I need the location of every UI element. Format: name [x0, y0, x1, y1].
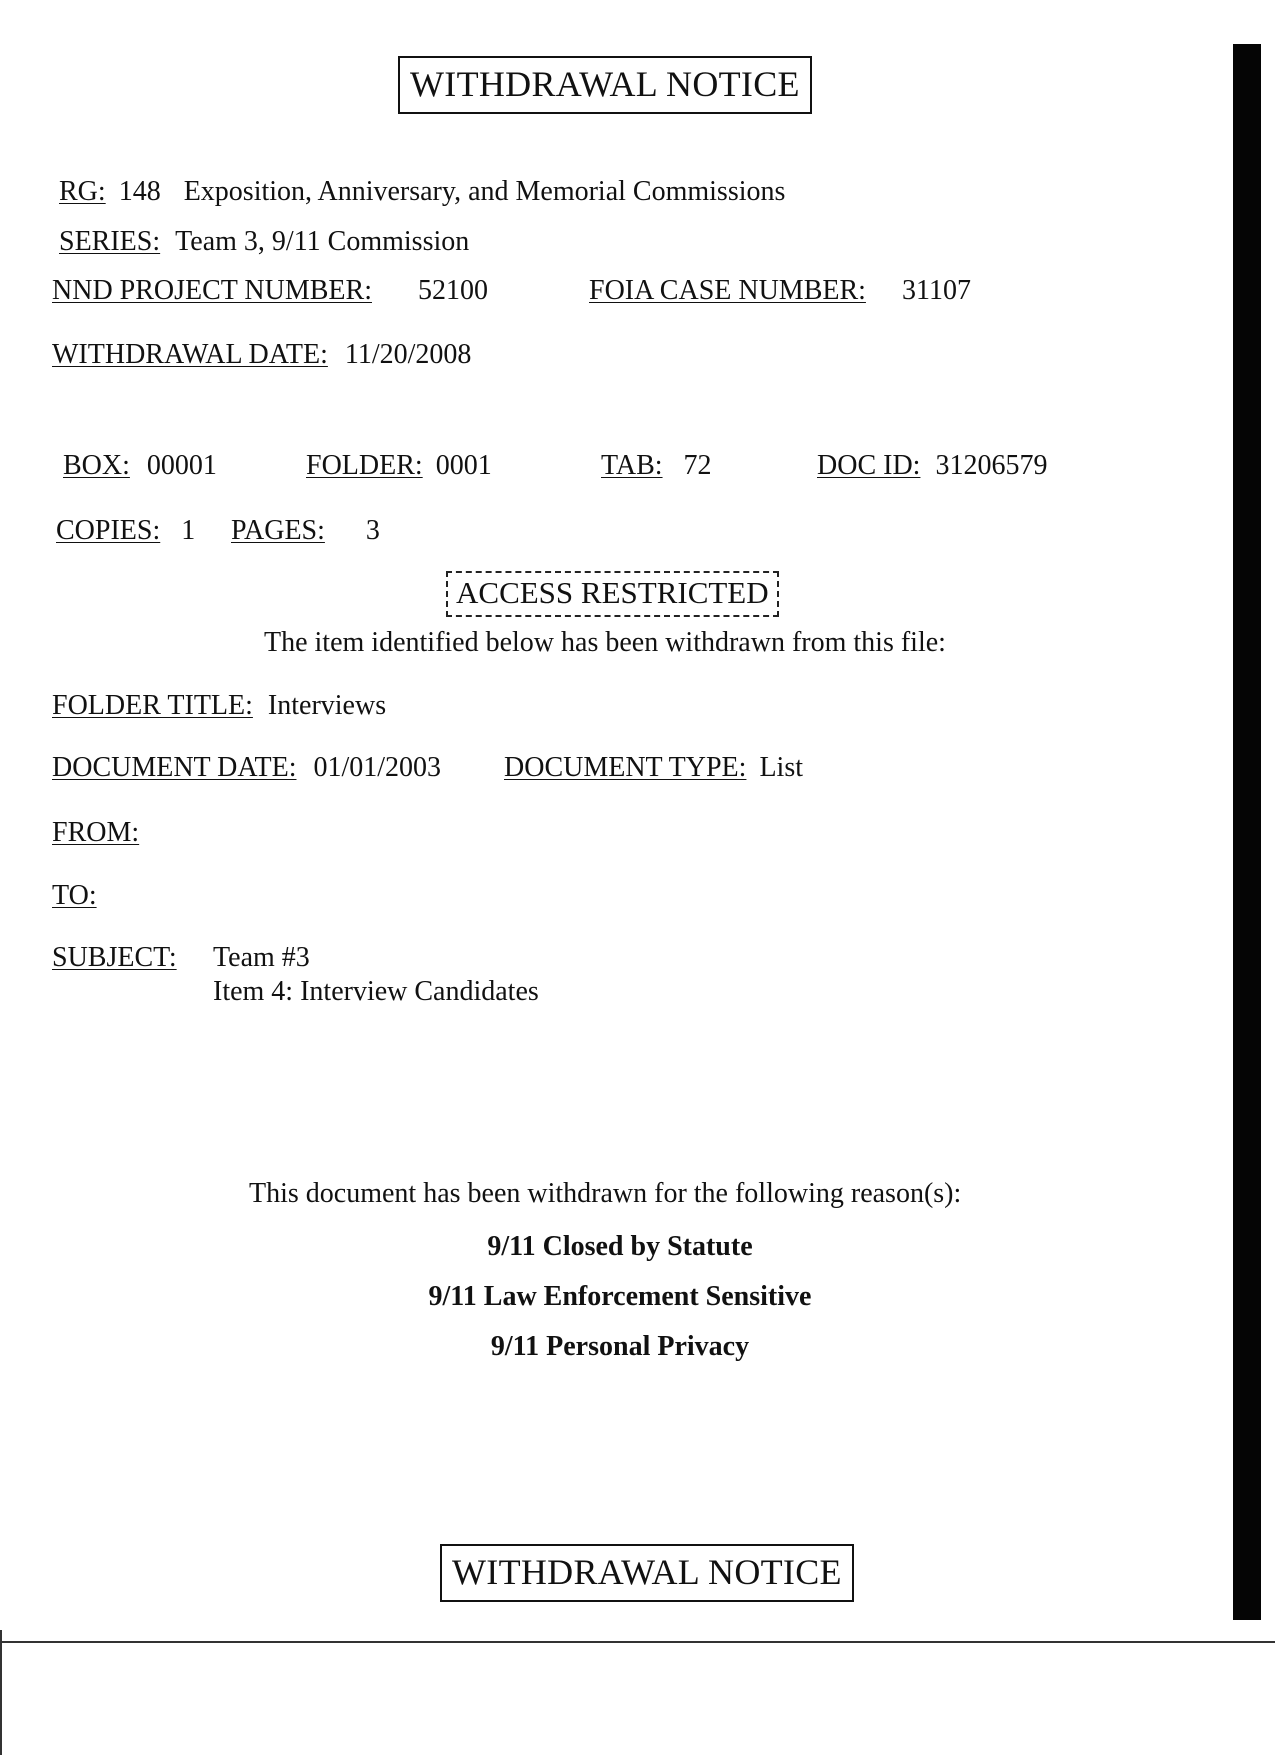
copies-field: [56, 515, 195, 547]
subject-line-2: Item 4: Interview Candidates: [213, 976, 539, 1007]
withdrawal-date-row: [52, 339, 471, 371]
pages-field: [231, 515, 380, 547]
rg-description: Exposition, Anniversary, and Memorial Commissions: [183, 176, 786, 207]
reason-item: 9/11 Law Enforcement Sensitive: [428, 1281, 812, 1312]
box-field: [63, 450, 217, 482]
doc-id-field: [817, 450, 1047, 482]
scan-edge-bar: [1233, 44, 1261, 1620]
folder-title-row: [52, 690, 386, 722]
nnd-project-value: 52100: [418, 275, 488, 306]
withdrawal-date-value: 11/20/2008: [344, 339, 472, 370]
series-label: SERIES:: [59, 226, 161, 257]
nnd-project-label: NND PROJECT NUMBER:: [52, 275, 372, 306]
folder-value: 0001: [435, 450, 492, 481]
box-value: 00001: [146, 450, 217, 481]
tab-field: [601, 450, 712, 482]
from-label: FROM:: [52, 817, 140, 848]
series-row: [59, 226, 469, 258]
withdrawn-statement: The item identified below has been withdrawn from this file:: [264, 627, 946, 658]
document-date-value: 01/01/2003: [313, 752, 442, 783]
document-type-row: [504, 752, 803, 784]
access-restricted-badge: ACCESS RESTRICTED: [446, 571, 779, 617]
reasons-intro: This document has been withdrawn for the following reason(s):: [249, 1178, 962, 1209]
document-date-label: DOCUMENT DATE:: [52, 752, 297, 783]
withdrawal-date-label: WITHDRAWAL DATE:: [52, 339, 328, 370]
foia-case-label: FOIA CASE NUMBER:: [589, 275, 866, 306]
rg-row: [59, 176, 785, 208]
reason-item: 9/11 Closed by Statute: [487, 1231, 753, 1262]
document-type-value: List: [759, 752, 803, 783]
document-type-label: DOCUMENT TYPE:: [504, 752, 747, 783]
withdrawal-notice-title-top: WITHDRAWAL NOTICE: [398, 56, 812, 114]
subject-line-1: Team #3: [213, 942, 310, 973]
to-label: TO:: [52, 880, 97, 911]
pages-value: 3: [365, 515, 380, 546]
copies-value: 1: [181, 515, 196, 546]
copies-label: COPIES:: [56, 515, 161, 546]
doc-id-value: 31206579: [935, 450, 1048, 481]
doc-id-label: DOC ID:: [817, 450, 921, 481]
withdrawal-notice-title-bottom: WITHDRAWAL NOTICE: [440, 1544, 854, 1602]
rg-number: 148: [118, 176, 161, 207]
folder-label: FOLDER:: [306, 450, 423, 481]
folder-field: [306, 450, 492, 482]
document-date-row: [52, 752, 441, 784]
tab-value: 72: [683, 450, 712, 481]
foia-case-value: 31107: [902, 275, 971, 306]
subject-label: SUBJECT:: [52, 942, 177, 973]
rg-label: RG:: [59, 176, 106, 207]
scan-left-edge-line: [0, 1630, 2, 1755]
folder-title-value: Interviews: [267, 690, 387, 721]
series-value: Team 3, 9/11 Commission: [175, 226, 470, 257]
pages-label: PAGES:: [231, 515, 325, 546]
page-divider-line: [0, 1641, 1275, 1643]
box-label: BOX:: [63, 450, 130, 481]
folder-title-label: FOLDER TITLE:: [52, 690, 253, 721]
reason-item: 9/11 Personal Privacy: [490, 1331, 750, 1362]
tab-label: TAB:: [601, 450, 663, 481]
